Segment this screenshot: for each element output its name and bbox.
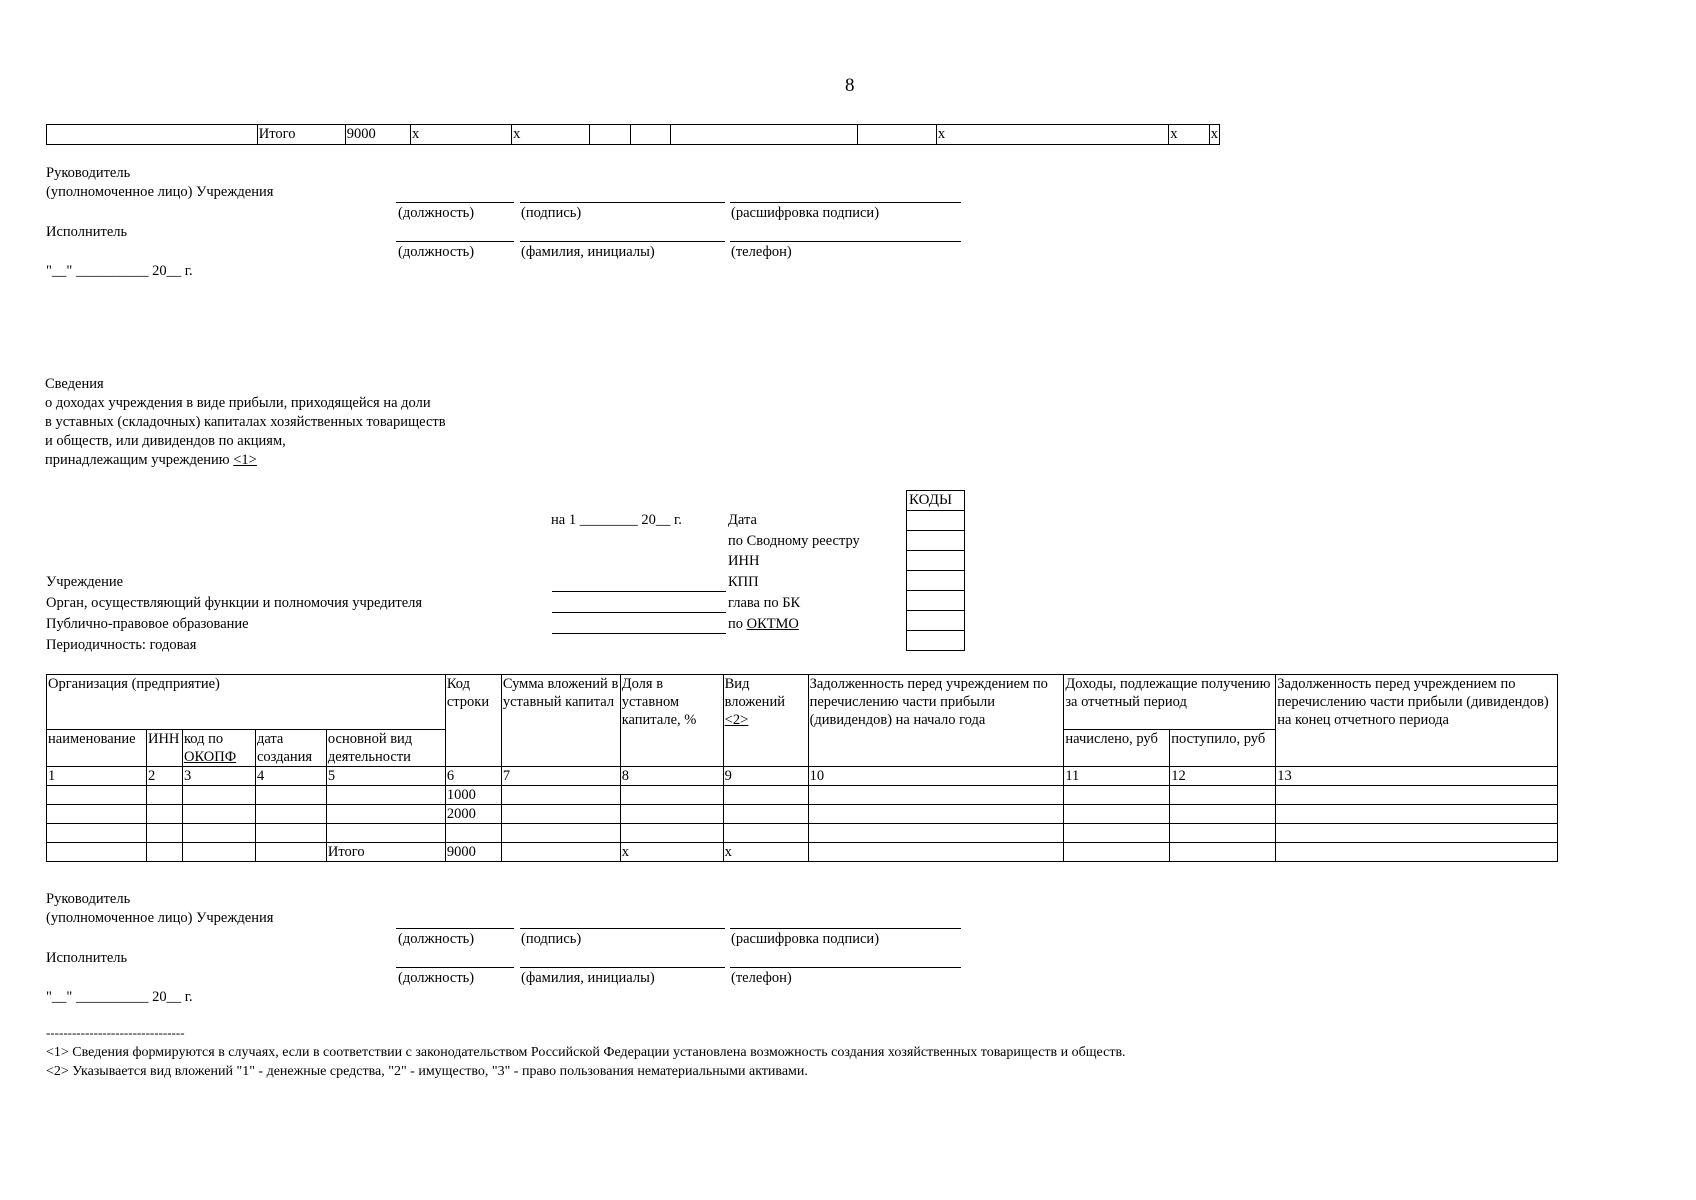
x-mark: x	[1169, 125, 1209, 145]
code-cell-bk[interactable]	[907, 591, 965, 611]
col-income-header: Доходы, подлежащие получению за отчетный период	[1064, 675, 1276, 730]
codes-header: КОДЫ	[907, 491, 965, 511]
total-code: 9000	[445, 843, 501, 862]
x-mark: x	[620, 843, 723, 862]
title-line: о доходах учреждения в виде прибыли, приходящейся на доли	[45, 395, 431, 411]
surname-caption: (фамилия, инициалы)	[521, 244, 655, 260]
column-number: 12	[1170, 767, 1276, 786]
signature-line	[396, 928, 514, 929]
public-entity-field-line	[552, 633, 726, 634]
sub-received-header: поступило, руб	[1170, 730, 1276, 767]
position-caption: (должность)	[398, 205, 475, 221]
code-label-inn: ИНН	[728, 553, 760, 569]
total-label: Итого	[326, 843, 445, 862]
date-line: "__" __________ 20__ г.	[46, 989, 193, 1005]
code-cell-kpp[interactable]	[907, 571, 965, 591]
signature-line	[520, 928, 725, 929]
column-number: 10	[808, 767, 1064, 786]
org-header: Организация (предприятие)	[47, 675, 446, 730]
code-cell-registry[interactable]	[907, 531, 965, 551]
x-mark: x	[723, 843, 808, 862]
total-row	[47, 843, 1558, 862]
row-code	[445, 824, 501, 843]
footnote-link-2[interactable]: <2>	[724, 712, 749, 728]
code-label-oktmo-prefix: по	[728, 616, 747, 632]
col-debt-start-header: Задолженность перед учреждением по перечислению части прибыли (дивидендов) на начало года	[808, 675, 1064, 767]
col-sum-header: Сумма вложений в уставный капитал	[501, 675, 620, 767]
signature-line	[396, 241, 514, 242]
sub-inn-header: ИНН	[146, 730, 182, 767]
code-label-kpp: КПП	[728, 574, 759, 590]
oktmo-link[interactable]: ОКТМО	[746, 616, 799, 632]
signature-line	[730, 202, 961, 203]
signature-line	[520, 241, 725, 242]
footnote-2: <2> Указывается вид вложений "1" - денежные средства, "2" - имущество, "3" - право пользования нематериальными активами.	[46, 1064, 808, 1079]
code-cell-oktmo[interactable]	[907, 611, 965, 631]
column-number: 6	[445, 767, 501, 786]
x-mark: x	[1209, 125, 1219, 145]
label-institution: Учреждение	[46, 574, 124, 590]
position-caption: (должность)	[398, 244, 475, 260]
column-number: 1	[47, 767, 147, 786]
head-label-2: (уполномоченное лицо) Учреждения	[46, 910, 274, 926]
code-label-bk: глава по БК	[728, 595, 801, 611]
column-number: 3	[182, 767, 255, 786]
signature-line	[520, 967, 725, 968]
column-number: 13	[1276, 767, 1558, 786]
label-public-entity: Публично-правовое образование	[46, 616, 249, 632]
x-mark: x	[411, 125, 512, 145]
total-label: Итого	[257, 125, 345, 145]
footnote-separator: --------------------------------	[46, 1025, 185, 1040]
code-label-date: Дата	[728, 512, 757, 528]
executor-label: Исполнитель	[46, 224, 128, 240]
label-founder: Орган, осуществляющий функции и полномочия учредителя	[46, 595, 423, 611]
founder-field-line	[552, 612, 726, 613]
sub-okopf-header: код по ОКОПФ	[182, 730, 255, 767]
row-code: 1000	[445, 786, 501, 805]
table-row	[47, 824, 1558, 843]
position-caption: (должность)	[398, 970, 475, 986]
date-line: "__" __________ 20__ г.	[46, 263, 193, 279]
col-type-header: Вид вложений <2>	[723, 675, 808, 767]
sub-name-header: наименование	[47, 730, 147, 767]
position-caption: (должность)	[398, 931, 475, 947]
phone-caption: (телефон)	[731, 244, 792, 260]
signature-line	[730, 241, 961, 242]
previous-table-total-row	[46, 124, 1220, 145]
col-code-header: Код строки	[445, 675, 501, 767]
column-number: 8	[620, 767, 723, 786]
x-mark: x	[936, 125, 1168, 145]
title-line: принадлежащим учреждению	[45, 452, 234, 468]
footnote-1: <1> Сведения формируются в случаях, если в соответствии с законодательством Российской Федерации установлена возможность создания хозяйственных товариществ и обществ.	[46, 1045, 1126, 1060]
signature-line	[520, 202, 725, 203]
col-share-header: Доля в уставном капитале, %	[620, 675, 723, 767]
sub-date-header: дата создания	[255, 730, 326, 767]
x-mark: x	[512, 125, 590, 145]
column-number: 7	[501, 767, 620, 786]
executor-label: Исполнитель	[46, 950, 128, 966]
head-label-2: (уполномоченное лицо) Учреждения	[46, 184, 274, 200]
report-date: на 1 ________ 20__ г.	[551, 512, 682, 528]
column-number: 5	[326, 767, 445, 786]
column-number: 2	[146, 767, 182, 786]
title-line: в уставных (складочных) капиталах хозяйственных товариществ	[45, 414, 446, 430]
sub-accrued-header: начислено, руб	[1064, 730, 1170, 767]
sub-activity-header: основной вид деятельности	[326, 730, 445, 767]
signature-line	[396, 202, 514, 203]
head-label: Руководитель	[46, 891, 131, 907]
row-code: 2000	[445, 805, 501, 824]
column-number: 9	[723, 767, 808, 786]
code-label-registry: по Сводному реестру	[728, 533, 860, 549]
signature-line	[730, 928, 961, 929]
title-line: и обществ, или дивидендов по акциям,	[45, 433, 286, 449]
page-number: 8	[845, 75, 855, 96]
code-cell-date[interactable]	[907, 511, 965, 531]
col-debt-end-header: Задолженность перед учреждением по перечислению части прибыли (дивидендов) на конец отчетного периода	[1276, 675, 1558, 767]
signature-decoding-caption: (расшифровка подписи)	[731, 931, 880, 947]
label-periodicity: Периодичность: годовая	[46, 637, 197, 653]
code-cell-inn[interactable]	[907, 551, 965, 571]
okopf-link[interactable]: ОКОПФ	[183, 749, 237, 765]
surname-caption: (фамилия, инициалы)	[521, 970, 655, 986]
table-row	[47, 786, 1558, 805]
table-row	[47, 805, 1558, 824]
column-number: 11	[1064, 767, 1170, 786]
institution-field-line	[552, 591, 726, 592]
head-label: Руководитель	[46, 165, 131, 181]
title-line: Сведения	[45, 376, 104, 392]
code-cell-empty[interactable]	[907, 631, 965, 651]
column-numbers-row	[47, 767, 1558, 786]
income-table	[46, 674, 1558, 862]
total-code: 9000	[345, 125, 410, 145]
column-number: 4	[255, 767, 326, 786]
signature-line	[730, 967, 961, 968]
phone-caption: (телефон)	[731, 970, 792, 986]
signature-decoding-caption: (расшифровка подписи)	[731, 205, 880, 221]
codes-table	[906, 490, 965, 651]
signature-caption: (подпись)	[521, 205, 582, 221]
signature-caption: (подпись)	[521, 931, 582, 947]
footnote-link-1[interactable]: <1>	[233, 452, 257, 468]
signature-line	[396, 967, 514, 968]
